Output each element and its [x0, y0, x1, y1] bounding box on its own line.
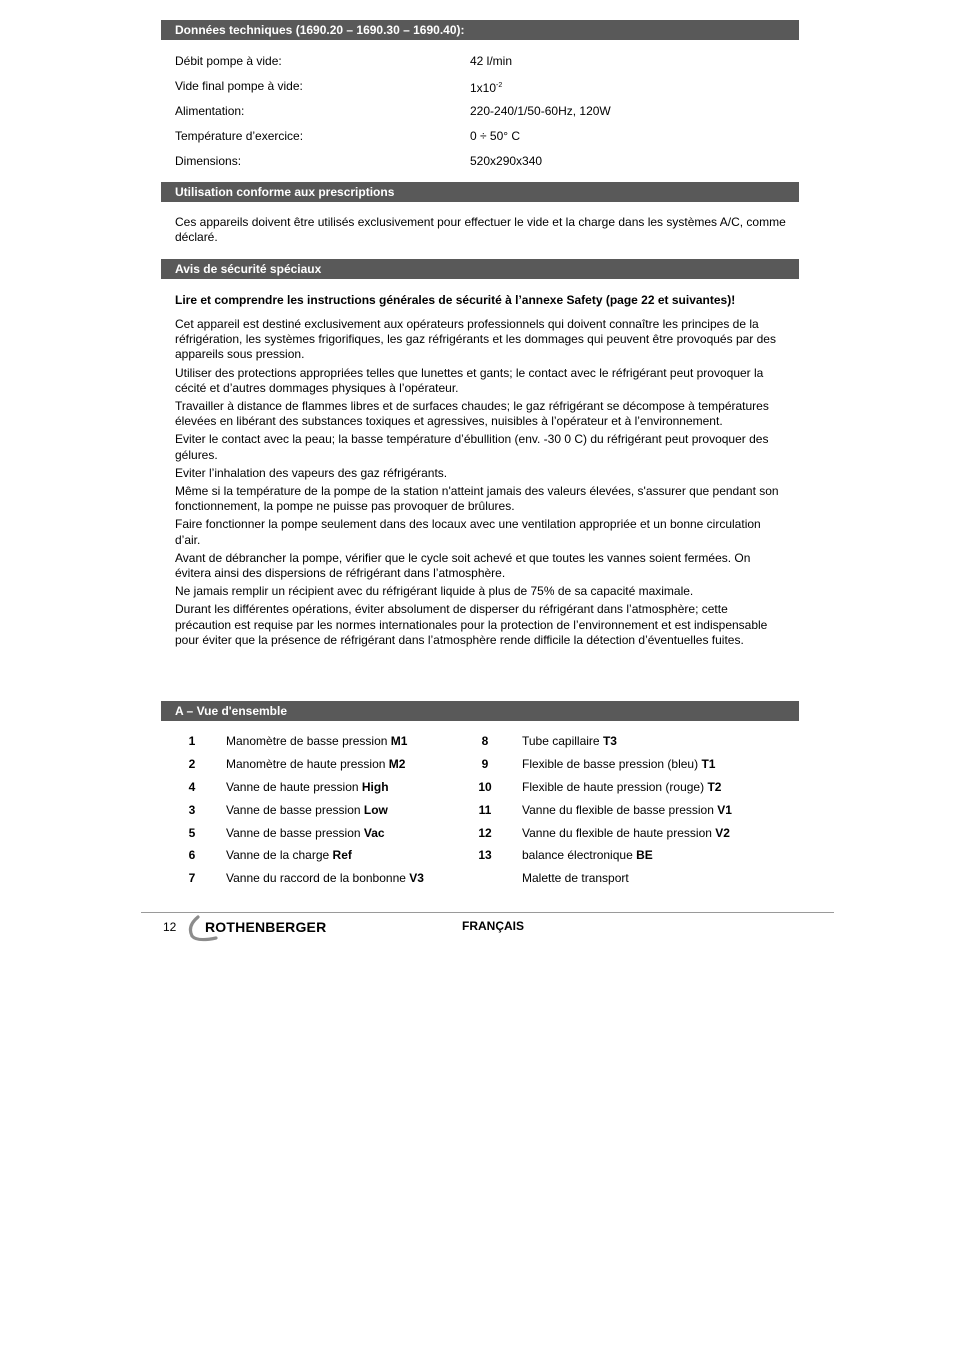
safety-bold-notice: Lire et comprendre les instructions générales de sécurité à l’annexe Safety (page 22 et suivantes)!	[175, 293, 736, 307]
safety-paragraph: Même si la température de la pompe de la station n'atteint jamais des valeurs élevées, s'assurer que pendant son fonctionnement, la pompe ne puisse pas provoquer de brûlures.	[175, 484, 779, 514]
spec-label: Débit pompe à vide:	[175, 54, 282, 68]
spec-value: 520x290x340	[470, 154, 543, 168]
spec-value	[470, 78, 502, 96]
safety-paragraph: Avant de débrancher la pompe, vérifier que le cycle soit achevé et que toutes les vannes soient fermées. On évitera ainsi des dispersions de réfrigérant dans l’atmosphère.	[175, 550, 751, 581]
safety-paragraph: Eviter l’inhalation des vapeurs des gaz réfrigérants.	[175, 465, 448, 480]
overview-code: T3	[602, 734, 617, 748]
section-header-safety: Avis de sécurité spéciaux	[161, 259, 799, 279]
page-number: 12	[163, 920, 177, 934]
overview-number: 8	[481, 734, 489, 748]
overview-text: Flexible de basse pression (bleu) T1	[522, 757, 716, 771]
overview-text: Vanne du flexible de basse pression V1	[522, 803, 732, 817]
spec-row	[175, 153, 785, 169]
overview-text: Vanne du raccord de la bonbonne V3	[226, 871, 424, 885]
language-label: FRANÇAIS	[462, 919, 524, 933]
overview-code: High	[361, 780, 389, 794]
overview-text: Manomètre de basse pression M1	[226, 734, 408, 748]
overview-code: Ref	[332, 848, 352, 862]
overview-code: T1	[701, 757, 716, 771]
spec-value: 42 l/min	[470, 54, 513, 68]
safety-paragraph: Utiliser des protections appropriées telles que lunettes et gants; le contact avec le réfrigérant peut provoquer la cécité et d’autres dommages physiques à l’opérateur.	[175, 365, 764, 395]
spec-label: Vide final pompe à vide:	[175, 79, 303, 93]
spec-row	[175, 53, 785, 69]
spec-row	[175, 78, 785, 94]
overview-code: M1	[390, 734, 408, 748]
section-header-tech: Données techniques (1690.20 – 1690.30 – 1690.40):	[161, 20, 799, 40]
overview-code: BE	[636, 848, 653, 862]
spec-label: Alimentation:	[175, 104, 245, 118]
overview-number: 12	[478, 826, 492, 840]
overview-text: Tube capillaire T3	[522, 734, 617, 748]
overview-text: Vanne de basse pression Vac	[226, 826, 385, 840]
safety-paragraph: Ne jamais remplir un récipient avec du réfrigérant liquide à plus de 75% de sa capacité maximale.	[175, 584, 694, 599]
overview-code: V2	[715, 826, 730, 840]
safety-paragraph: Travailler à distance de flammes libres et de surfaces chaudes; le gaz réfrigérant se décompose à températures élevées en libérant des substances toxiques et agressives, nuisibles à l’opérateur et à l’environnement.	[175, 399, 769, 429]
overview-number: 1	[188, 734, 196, 748]
overview-text: Manomètre de haute pression M2	[226, 757, 406, 771]
spec-label: Température d’exercice:	[175, 129, 304, 143]
overview-code: V3	[409, 871, 424, 885]
overview-number: 4	[188, 780, 196, 794]
overview-number: 3	[188, 803, 196, 817]
footer-rule	[141, 912, 834, 913]
safety-paragraph: Cet appareil est destiné exclusivement aux opérateurs professionnels qui doivent connaître les principes de la réfrigération, les systèmes frigorifiques, les gaz réfrigérants et les dommages qui peuvent être provoqués par des appareils sous pression.	[175, 317, 776, 362]
overview-number: 7	[188, 871, 196, 885]
overview-number: 6	[188, 848, 196, 862]
overview-text: Malette de transport	[522, 871, 629, 885]
spec-value: 0 ÷ 50° C	[470, 129, 521, 143]
safety-paragraph: Faire fonctionner la pompe seulement dans des locaux avec une ventilation appropriée et un bonne circulation d’air.	[175, 517, 761, 547]
overview-number: 13	[478, 848, 492, 862]
section-header-use: Utilisation conforme aux prescriptions	[161, 182, 799, 202]
section-header-overview: A – Vue d'ensemble	[161, 701, 799, 721]
overview-text: Flexible de haute pression (rouge) T2	[522, 780, 722, 794]
spec-value-base: 1x10	[470, 81, 497, 95]
overview-code: Vac	[363, 826, 385, 840]
overview-number: 9	[481, 757, 489, 771]
use-paragraph: Ces appareils doivent être utilisés exclusivement pour effectuer le vide et la charge dans les systèmes A/C, comme déclaré.	[175, 215, 786, 245]
overview-code: Low	[363, 803, 388, 817]
spec-label: Dimensions:	[175, 154, 242, 168]
overview-number: 5	[188, 826, 196, 840]
overview-code: M2	[388, 757, 406, 771]
overview-text: balance électronique BE	[522, 848, 653, 862]
safety-paragraph: Durant les différentes opérations, éviter absolument de disperser du réfrigérant dans l’atmosphère; cette précaution est requise par les normes internationales pour la protection de l’environnement et est indispensable pour éviter que la présence de réfrigérant dans l’atmosphère rende difficile la détection d’éventuelles fuites.	[175, 602, 768, 647]
overview-text: Vanne de la charge Ref	[226, 848, 352, 862]
safety-paragraphs	[175, 317, 787, 651]
spec-row	[175, 103, 785, 119]
spec-value: 220-240/1/50-60Hz, 120W	[470, 104, 611, 118]
overview-text: Vanne du flexible de haute pression V2	[522, 826, 730, 840]
overview-text: Vanne de basse pression Low	[226, 803, 388, 817]
safety-paragraph: Eviter le contact avec la peau; la basse température d’ébullition (env. -30 0 C) du réfrigérant peut provoquer des gélures.	[175, 432, 769, 462]
brand-logo-text: ROTHENBERGER	[205, 919, 327, 935]
overview-number: 2	[188, 757, 196, 771]
overview-text: Vanne de haute pression High	[226, 780, 389, 794]
spec-row	[175, 128, 785, 144]
spec-value-exponent: -2	[496, 82, 503, 89]
overview-number: 11	[478, 803, 492, 817]
overview-code: T2	[707, 780, 722, 794]
overview-number: 10	[478, 780, 492, 794]
overview-code: V1	[717, 803, 732, 817]
